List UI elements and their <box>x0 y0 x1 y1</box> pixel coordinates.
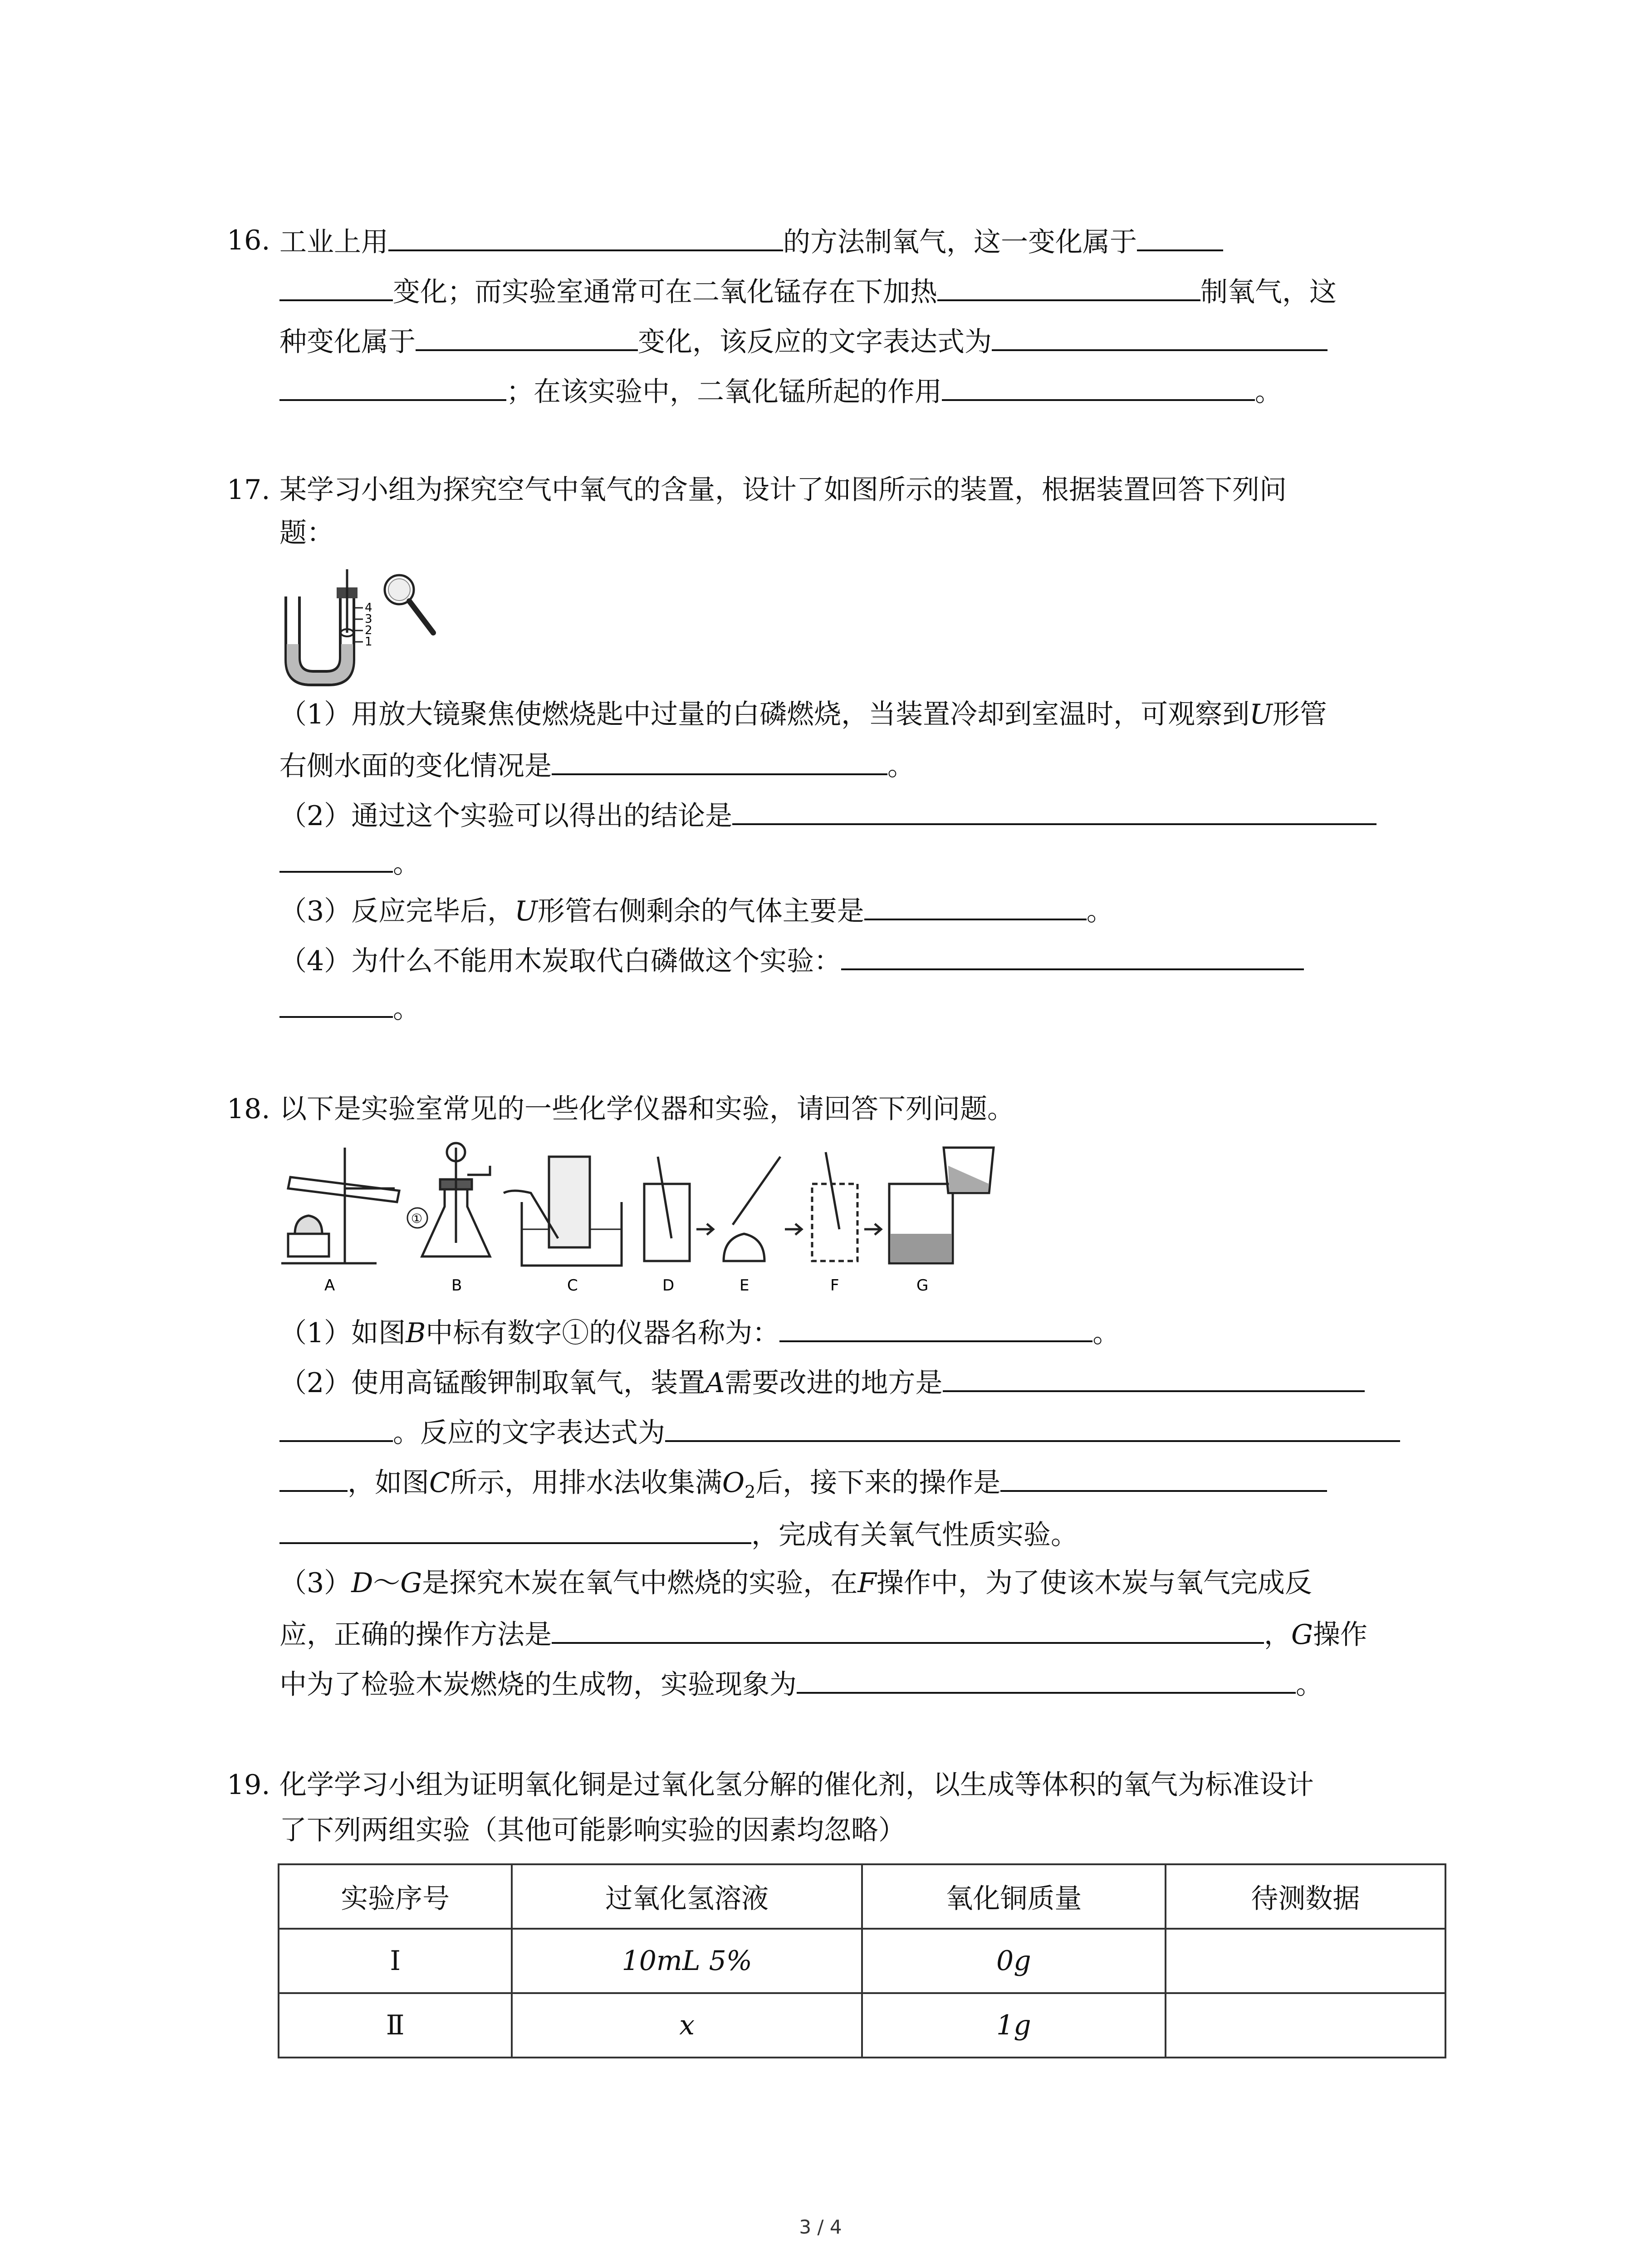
q17-part-2-line-2 <box>279 844 420 882</box>
page-number: 3 / 4 <box>799 2216 842 2238</box>
answer-blank[interactable] <box>732 796 1376 825</box>
q16-text: 制氧气，这 <box>1200 276 1337 308</box>
table-cell: Ⅱ <box>279 1993 512 2058</box>
table-row <box>279 1929 1445 1993</box>
q18-text: 操作 <box>1313 1619 1367 1651</box>
q17-text: 。 <box>1086 895 1114 927</box>
q17-part-1-line-1 <box>279 696 1327 733</box>
table-cell-blank[interactable] <box>1166 1929 1445 1993</box>
q18-text: 操作中，为了使该木炭与氧气完成反 <box>876 1567 1312 1599</box>
q17-text: 。 <box>393 993 420 1025</box>
table-header-cell: 氧化铜质量 <box>862 1864 1166 1929</box>
q18-part-3-line-2 <box>279 1615 1367 1653</box>
answer-blank[interactable] <box>552 1615 1264 1644</box>
q16-text: 变化，该反应的文字表达式为 <box>638 326 992 358</box>
figure-label-e: E <box>740 1276 749 1295</box>
q18-text: ，如图 <box>348 1467 429 1499</box>
answer-blank[interactable] <box>1137 222 1223 251</box>
scale-label: 4 <box>365 601 372 615</box>
answer-blank[interactable] <box>864 891 1087 920</box>
q18-text: 。 <box>1296 1669 1323 1701</box>
answer-blank[interactable] <box>992 322 1327 351</box>
q18-text: ～ <box>373 1567 401 1599</box>
figure-label-a: A <box>324 1276 335 1295</box>
answer-blank[interactable] <box>779 1313 1092 1342</box>
q18-var: C <box>429 1467 450 1499</box>
figure-circled-number: ① <box>411 1211 423 1226</box>
q18-part-3-line-3 <box>279 1665 1323 1703</box>
answer-blank[interactable] <box>279 989 393 1018</box>
figure-label-c: C <box>567 1276 578 1295</box>
table-cell: Ⅰ <box>279 1929 512 1993</box>
q16-text: 种变化属于 <box>279 326 416 358</box>
answer-blank[interactable] <box>279 272 393 301</box>
q17-stem-line-1: 某学习小组为探究空气中氧气的含量，设计了如图所示的装置，根据装置回答下列问 <box>279 474 1287 506</box>
q18-text: ， <box>1264 1619 1291 1651</box>
answer-blank[interactable] <box>552 746 887 775</box>
q17-text: （3）反应完毕后， <box>279 895 515 927</box>
q17-text: 。 <box>393 848 420 880</box>
q18-var: B <box>406 1317 426 1349</box>
answer-blank[interactable] <box>841 941 1304 970</box>
q18-text: 。 <box>1092 1317 1120 1349</box>
q18-formula: O <box>722 1467 745 1499</box>
q17-text: 形管右侧剩余的气体主要是 <box>537 895 864 927</box>
answer-blank[interactable] <box>279 1413 393 1442</box>
u-tube-apparatus-figure <box>277 565 449 692</box>
q17-var: U <box>514 895 538 927</box>
q16-line-3 <box>279 322 1327 360</box>
q16-text: 的方法制氧气，这一变化属于 <box>783 226 1137 258</box>
q18-part-1 <box>279 1313 1120 1351</box>
q16-number: 16. <box>227 225 270 256</box>
table-header-row <box>279 1864 1445 1929</box>
q17-part-4-line-2 <box>279 989 420 1027</box>
q18-text: （2）使用高锰酸钾制取氧气，装置 <box>279 1367 705 1399</box>
table-cell: 10mL 5% <box>512 1929 862 1993</box>
answer-blank[interactable] <box>416 322 638 351</box>
answer-blank[interactable] <box>942 372 1255 401</box>
q17-text: （1）用放大镜聚焦使燃烧匙中过量的白磷燃烧，当装置冷却到室温时，可观察到 <box>279 699 1250 730</box>
q18-text: 。反应的文字表达式为 <box>393 1417 665 1449</box>
table-cell: x <box>512 1993 862 2058</box>
answer-blank[interactable] <box>797 1665 1296 1694</box>
table-header-cell: 过氧化氢溶液 <box>512 1864 862 1929</box>
table-header-cell: 实验序号 <box>279 1864 512 1929</box>
q18-text: 中为了检验木炭燃烧的生成物，实验现象为 <box>279 1669 797 1701</box>
q18-text: （3） <box>279 1567 352 1599</box>
figure-label-b: B <box>451 1276 462 1295</box>
q17-text: 。 <box>887 750 915 782</box>
table-header-cell: 待测数据 <box>1166 1864 1445 1929</box>
q19-stem-line-1: 化学学习小组为证明氧化铜是过氧化氢分解的催化剂，以生成等体积的氧气为标准设计 <box>279 1769 1314 1801</box>
q17-text: 右侧水面的变化情况是 <box>279 750 552 782</box>
table-cell: 1g <box>862 1993 1166 2058</box>
answer-blank[interactable] <box>665 1413 1400 1442</box>
q19-number: 19. <box>227 1769 270 1801</box>
table-cell: 0g <box>862 1929 1166 1993</box>
q18-text: 后，接下来的操作是 <box>755 1467 1001 1499</box>
answer-blank[interactable] <box>1000 1463 1327 1492</box>
q18-part-2-line-2 <box>279 1413 1400 1451</box>
q18-text: （1）如图 <box>279 1317 406 1349</box>
table-row <box>279 1993 1445 2058</box>
q16-line-4 <box>279 372 1282 410</box>
q18-var: D <box>351 1567 373 1599</box>
q18-text: 中标有数字①的仪器名称为： <box>426 1317 780 1349</box>
q17-part-3 <box>279 891 1114 929</box>
q16-text: 。 <box>1255 376 1282 408</box>
q18-var: G <box>400 1567 422 1599</box>
q18-text: 所示，用排水法收集满 <box>450 1467 722 1499</box>
q17-text: 形管 <box>1272 699 1327 730</box>
experiment-table <box>278 1863 1446 2058</box>
q18-part-3-line-1 <box>279 1565 1312 1601</box>
q16-text: ；在该实验中，二氧化锰所起的作用 <box>506 376 942 408</box>
figure-label-g: G <box>916 1276 929 1295</box>
q18-part-2-line-3 <box>279 1463 1327 1510</box>
q17-var: U <box>1249 699 1273 730</box>
q16-text: 变化；而实验室通常可在二氧化锰存在下加热 <box>393 276 937 308</box>
figure-label-d: D <box>662 1276 675 1295</box>
q18-part-2-line-1 <box>279 1363 1365 1401</box>
answer-blank[interactable] <box>388 222 783 251</box>
q17-part-2-line-1 <box>279 796 1376 834</box>
answer-blank[interactable] <box>279 372 506 401</box>
q18-text: 是探究木炭在氧气中燃烧的实验，在 <box>422 1567 858 1599</box>
answer-blank[interactable] <box>279 844 393 873</box>
q17-part-1-line-2 <box>279 746 915 784</box>
q18-part-2-line-4 <box>279 1515 1078 1553</box>
q19-stem-line-2: 了下列两组实验（其他可能影响实验的因素均忽略） <box>279 1814 906 1846</box>
q18-stem: 以下是实验室常见的一些化学仪器和实验，请回答下列问题。 <box>279 1093 1014 1125</box>
q17-part-4-line-1 <box>279 941 1304 979</box>
q18-var: F <box>857 1567 877 1599</box>
figure-label-f: F <box>830 1276 839 1295</box>
scale-label: 2 <box>365 624 372 637</box>
q17-stem-line-2: 题： <box>279 517 334 549</box>
scale-label: 1 <box>365 635 372 649</box>
q17-text: （4）为什么不能用木炭取代白磷做这个实验： <box>279 945 842 977</box>
q16-line-2 <box>279 272 1337 310</box>
q16-line-1 <box>279 222 1223 260</box>
answer-blank[interactable] <box>279 1515 751 1544</box>
table-cell-blank[interactable] <box>1166 1993 1445 2058</box>
answer-blank[interactable] <box>937 272 1200 301</box>
answer-blank[interactable] <box>279 1463 348 1492</box>
q18-text: 需要改进的地方是 <box>725 1367 943 1399</box>
q17-number: 17. <box>227 474 270 506</box>
q18-subscript: 2 <box>745 1482 756 1502</box>
scale-label: 3 <box>365 612 372 626</box>
q18-var: A <box>705 1367 725 1399</box>
q16-text: 工业上用 <box>279 226 388 258</box>
answer-blank[interactable] <box>943 1363 1365 1392</box>
q18-text: 应，正确的操作方法是 <box>279 1619 552 1651</box>
q17-text: （2）通过这个实验可以得出的结论是 <box>279 800 733 832</box>
q18-text: ，完成有关氧气性质实验。 <box>751 1519 1078 1551</box>
q18-var: G <box>1291 1619 1313 1651</box>
q18-number: 18. <box>227 1093 270 1125</box>
lab-apparatus-figure <box>277 1139 1021 1302</box>
